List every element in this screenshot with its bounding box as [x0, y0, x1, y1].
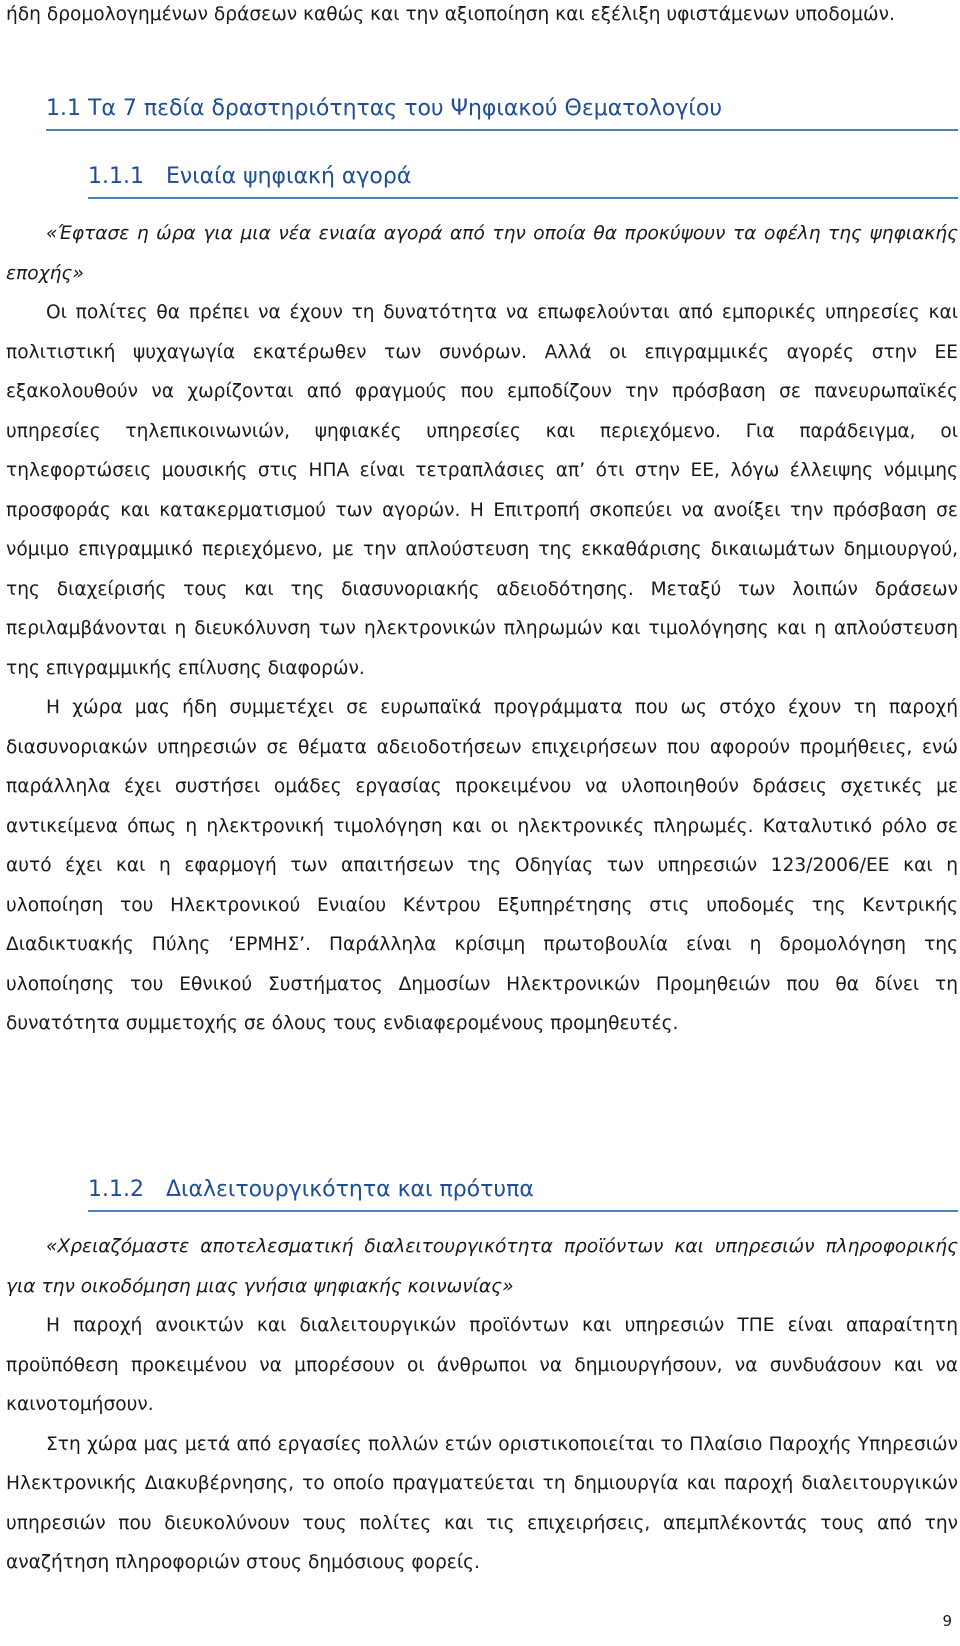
subsection-number: 1.1.2 [88, 1177, 144, 1202]
subsection-heading-1 [88, 164, 958, 199]
body-paragraph: Στη χώρα μας μετά από εργασίες πολλών ετών οριστικοποιείται το Πλαίσιο Παροχής Υπηρεσιών Ηλεκτρονικής Διακυβέρνησης, το οποίο πραγματεύεται τη δημιουργία και παροχή διαλειτουργικών υπηρεσιών που διευκολύνουν τους πολίτες και τις επιχειρήσεις, απεμπλέκοντάς τους από την αναζήτηση πληροφοριών στους δημόσιους φορείς. [6, 1433, 958, 1573]
section-heading: 1.1 Τα 7 πεδία δραστηριότητας του Ψηφιακού Θεματολογίου [46, 96, 958, 131]
body-paragraph: Η χώρα μας ήδη συμμετέχει σε ευρωπαϊκά προγράμματα που ως στόχο έχουν τη παροχή διασυνοριακών υπηρεσιών σε θέματα αδειοδοτήσεων επιχειρήσεων που αφορούν προμήθειες, ενώ παράλληλα έχει συστήσει ομάδες εργασίας προκειμένου να υλοποιηθούν δράσεις σχετικές με αντικείμενα όπως η ηλεκτρονική τιμολόγηση και οι ηλεκτρονικές πληρωμές. Καταλυτικό ρόλο σε αυτό έχει και η εφαρμογή των απαιτήσεων της Οδηγίας των υπηρεσιών 123/2006/ΕΕ και η υλοποίηση του Ηλεκτρονικού Ενιαίου Κέντρου Εξυπηρέτησης στις υποδομές της Κεντρικής Διαδικτυακής Πύλης ‘ΕΡΜΗΣ’. Παράλληλα κρίσιμη πρωτοβουλία είναι η δρομολόγηση της υλοποίησης του Εθνικού Συστήματος Δημοσίων Ηλεκτρονικών Προμηθειών που θα δίνει τη δυνατότητα συμμετοχής σε όλους τους ενδιαφερομένους προμηθευτές. [6, 697, 958, 1034]
subsection-1-body [6, 214, 958, 1044]
intro-block [6, 0, 958, 35]
quote-paragraph: «Χρειαζόμαστε αποτελεσματική διαλειτουργικότητα προϊόντων και υπηρεσιών πληροφορικής για την οικοδόμηση μιας γνήσια ψηφιακής κοινωνίας» [6, 1236, 958, 1297]
subsection-2-body [6, 1227, 958, 1583]
body-paragraph: Η παροχή ανοικτών και διαλειτουργικών προϊόντων και υπηρεσιών ΤΠΕ είναι απαραίτητη προϋπόθεση προκειμένου να μπορέσουν οι άνθρωποι να δημιουργήσουν, να συνδυάσουν και να καινοτομήσουν. [6, 1315, 958, 1415]
subsection-heading-2 [88, 1177, 958, 1212]
body-paragraph: Οι πολίτες θα πρέπει να έχουν τη δυνατότητα να επωφελούνται από εμπορικές υπηρεσίες και πολιτιστική ψυχαγωγία εκατέρωθεν των συνόρων. Αλλά οι επιγραμμικές αγορές στην ΕΕ εξακολουθούν να χωρίζονται από φραγμούς που εμποδίζουν την πρόσβαση σε πανευρωπαϊκές υπηρεσίες τηλεπικοινωνιών, ψηφιακές υπηρεσίες και περιεχόμενο. Για παράδειγμα, οι τηλεφορτώσεις μουσικής στις ΗΠΑ είναι τετραπλάσιες απ’ ότι στην ΕΕ, λόγω έλλειψης νόμιμης προσφοράς και κατακερματισμού των αγορών. Η Επιτροπή σκοπεύει να ανοίξει την πρόσβαση σε νόμιμο επιγραμμικό περιεχόμενο, με την απλούστευση της εκκαθάρισης δικαιωμάτων δημιουργού, της διαχείρισής τους και της διασυνοριακής αδειοδότησης. Μεταξύ των λοιπών δράσεων περιλαμβάνονται η διευκόλυνση των ηλεκτρονικών πληρωμών και τιμολόγησης και η απλούστευση της επιγραμμικής επίλυσης διαφορών. [6, 302, 958, 679]
page-number: 9 [942, 1612, 952, 1630]
quote-paragraph: «Έφτασε η ώρα για μια νέα ενιαία αγορά από την οποία θα προκύψουν τα οφέλη της ψηφιακής εποχής» [6, 223, 958, 284]
subsection-number: 1.1.1 [88, 164, 144, 189]
intro-paragraph: ήδη δρομολογημένων δράσεων καθώς και την αξιοποίηση και εξέλιξη υφιστάμενων υποδομών. [6, 4, 895, 25]
subsection-title: Διαλειτουργικότητα και πρότυπα [166, 1177, 534, 1202]
subsection-title: Ενιαία ψηφιακή αγορά [166, 164, 412, 189]
